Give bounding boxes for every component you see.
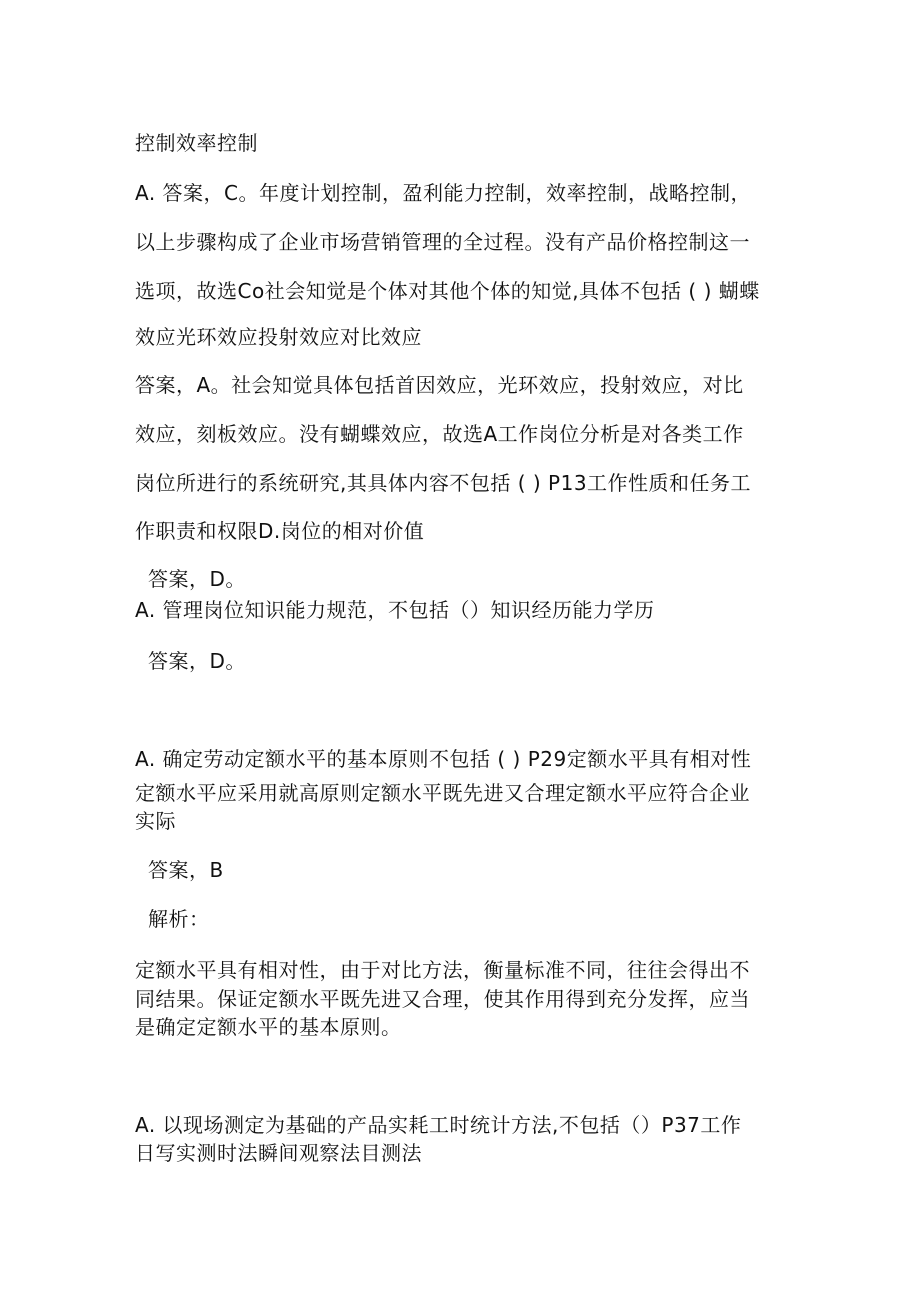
analysis-label: 解析： <box>148 907 210 931</box>
text-line-5: 效应光环效应投射效应对比效应 <box>135 325 422 349</box>
text-line-12: 定额水平应采用就高原则定额水平既先进又合理定额水平应符合企业 <box>135 781 750 805</box>
text-line-14: 定额水平具有相对性，由于对比方法，衡量标准不同，往往会得出不 <box>135 958 750 982</box>
text-line-16: 是确定定额水平的基本原则。 <box>135 1015 402 1039</box>
answer-line-2: 答案，D。 <box>148 649 246 673</box>
text-line-11: A. 确定劳动定额水平的基本原则不包括 ( ) P29定额水平具有相对性 <box>135 747 752 771</box>
text-line-8: 岗位所进行的系统研究,其具体内容不包括 ( ) P13工作性质和任务工 <box>135 471 752 495</box>
text-line-17: A. 以现场测定为基础的产品实耗工时统计方法,不包括（）P37工作 <box>135 1113 742 1137</box>
text-line-4: 选项，故选Co社会知觉是个体对其他个体的知觉,具体不包括 ( ) 蝴蝶 <box>135 279 760 303</box>
answer-line-1: 答案，D。 <box>148 567 246 591</box>
text-line-15: 同结果。保证定额水平既先进又合理，使其作用得到充分发挥，应当 <box>135 987 750 1011</box>
text-line-18: 日写实测时法瞬间观察法目测法 <box>135 1141 422 1165</box>
text-line-10: A. 管理岗位知识能力规范，不包括（）知识经历能力学历 <box>135 598 655 622</box>
text-line-7: 效应，刻板效应。没有蝴蝶效应，故选A工作岗位分析是对各类工作 <box>135 422 744 446</box>
text-line-3: 以上步骤构成了企业市场营销管理的全过程。没有产品价格控制这一 <box>135 230 750 254</box>
text-line-13: 实际 <box>135 809 176 833</box>
text-line-1: 控制效率控制 <box>135 131 258 155</box>
answer-line-3: 答案，B <box>148 858 224 882</box>
text-line-2: A. 答案，C。年度计划控制，盈利能力控制，效率控制，战略控制， <box>135 181 752 205</box>
text-line-9: 作职责和权限D.岗位的相对价值 <box>135 519 425 543</box>
text-line-6: 答案，A。社会知觉具体包括首因效应，光环效应，投射效应，对比 <box>135 373 744 397</box>
